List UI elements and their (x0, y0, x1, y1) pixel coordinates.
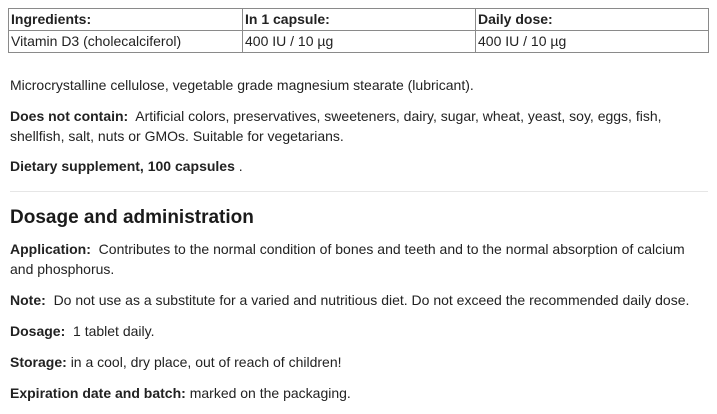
dosage-text: 1 tablet daily. (73, 323, 155, 339)
application-label: Application: (10, 241, 91, 257)
cell-per-capsule: 400 IU / 10 µg (243, 31, 476, 53)
supplement-suffix: . (234, 158, 243, 174)
note-label: Note: (10, 292, 46, 308)
storage-label: Storage: (10, 354, 67, 370)
header-per-capsule: In 1 capsule: (243, 9, 476, 31)
supplement-line (10, 156, 700, 176)
expiration-text: marked on the packaging. (189, 385, 351, 401)
header-daily-dose: Daily dose: (476, 9, 709, 31)
dosage (10, 321, 700, 341)
excipients-text: Microcrystalline cellulose, vegetable grade magnesium stearate (lubricant). (10, 77, 474, 93)
does-not-contain (10, 106, 700, 146)
expiration-label: Expiration date and batch: (10, 385, 186, 401)
supplement-label: Dietary supplement, 100 capsules (10, 158, 235, 174)
note-text: Do not use as a substitute for a varied and nutritious diet. Do not exceed the recommended daily dose. (53, 292, 690, 308)
section-divider (10, 191, 708, 192)
ingredients-table (8, 8, 709, 53)
expiration (10, 383, 700, 403)
cell-ingredient: Vitamin D3 (cholecalciferol) (9, 31, 243, 53)
header-ingredients: Ingredients: (9, 9, 243, 31)
dosage-label: Dosage: (10, 323, 66, 339)
does-not-contain-text: Artificial colors, preservatives, sweeteners, dairy, sugar, wheat, yeast, soy, eggs, fish, shellfish, salt, nuts or GMOs. Suitable for vegetarians. (10, 108, 662, 144)
storage (10, 352, 700, 372)
does-not-contain-label: Does not contain: (10, 108, 129, 124)
note (10, 290, 700, 310)
application-text: Contributes to the normal condition of bones and teeth and to the normal absorption of calcium and phosphorus. (10, 241, 685, 277)
cell-daily-dose: 400 IU / 10 µg (476, 31, 709, 53)
application (10, 239, 700, 279)
storage-text: in a cool, dry place, out of reach of children! (70, 354, 342, 370)
table-header-row (9, 9, 709, 31)
section-title: Dosage and administration (10, 207, 254, 228)
table-row (9, 31, 709, 53)
